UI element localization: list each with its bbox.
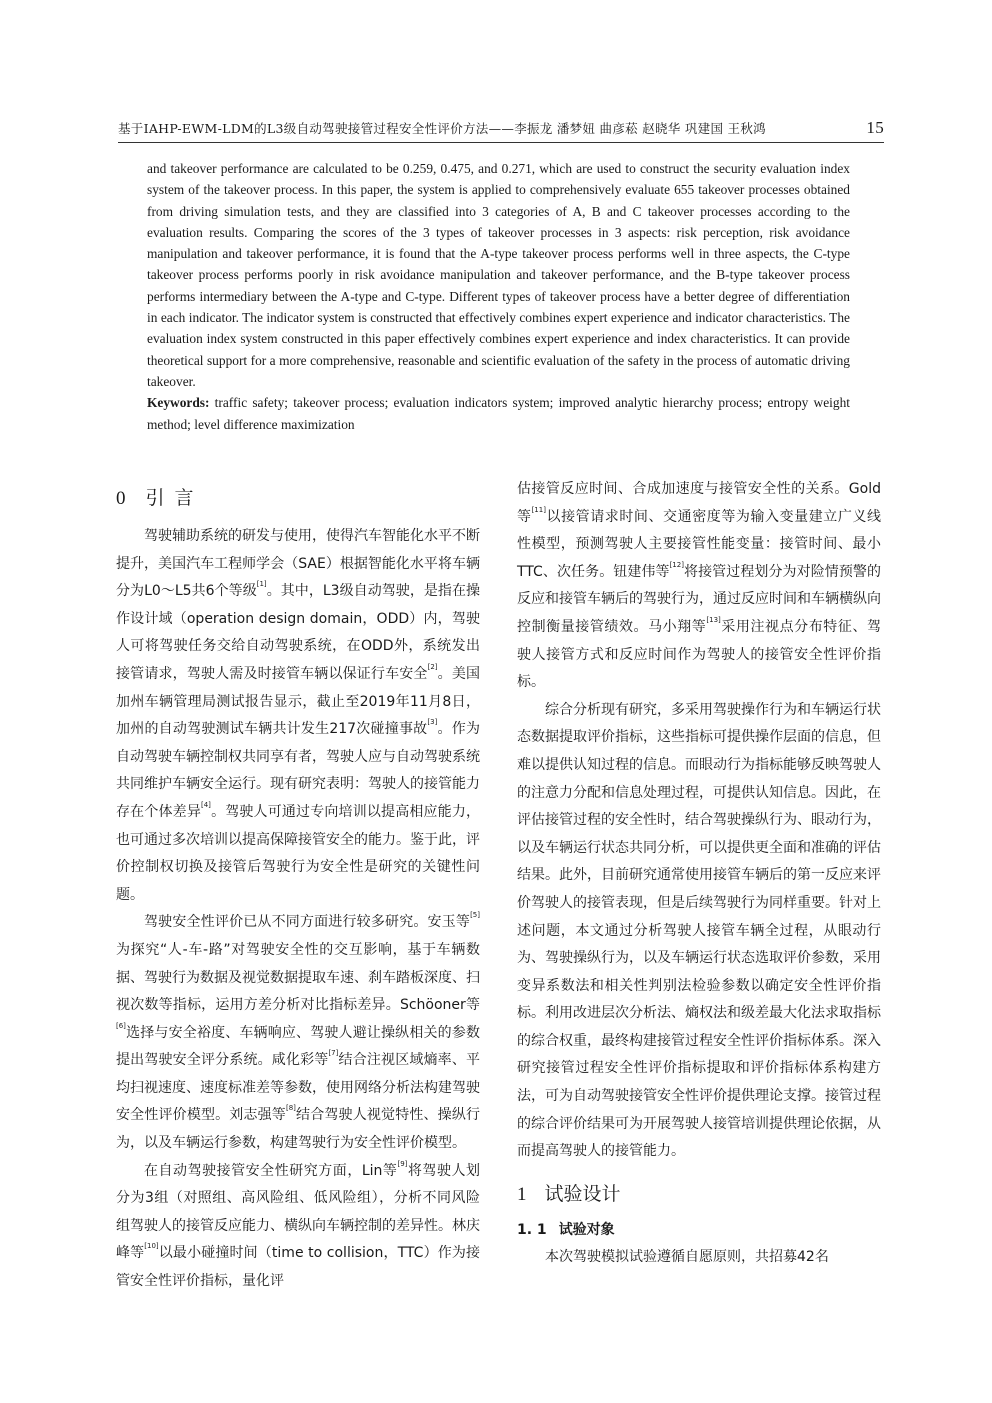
abstract-body: and takeover performance are calculated to be 0.259, 0.475, and 0.271, which are used to construct the security evaluation index system of the takeover process. In this paper, the system is applied to comprehensively evaluate 655 takeover processes obtained from driving simulation tests, and they are classified into 3 categories of A, B and C takeover processes according to the evaluation results. Comparing the scores of the 3 types of takeover processes in 3 aspects: risk perception, risk avoidance manipulation and takeover performance, it is found that the A-type takeover process performs well in three aspects, the C-type takeover process performs poorly in risk avoidance manipulation and takeover performance, and the B-type takeover process performs intermediary between the A-type and C-type. Different types of takeover process have a better degree of differentiation in each indicator. The indicator system is constructed that effectively combines expert experience and indicator characteristics. The evaluation index system constructed in this paper effectively combines expert experience and index characteristics. It can provide theoretical support for a more comprehensive, reasonable and scientific evaluation of the safety in the process of automatic driving takeover. — [147, 161, 850, 389]
citation: [2] — [427, 662, 438, 671]
citation: [13] — [706, 615, 721, 624]
keywords-label: Keywords: — [147, 395, 210, 411]
running-title: 基于IAHP-EWM-LDM的L3级自动驾驶接管过程安全性评价方法——李振龙 潘梦妞 曲彦菘 赵晓华 巩建国 王秋鸿 — [118, 121, 766, 136]
section-title: 引 言 — [145, 487, 196, 509]
citation: [10] — [144, 1242, 159, 1251]
citation: [12] — [669, 560, 684, 569]
paragraph: 估接管反应时间、合成加速度与接管安全性的关系。Gold等[11]以接管请求时间、交通密度等为输入变量建立广义线性模型，预测驾驶人主要接管性能变量：接管时间、最小TTC、次任务。钮建伟等[12]将接管过程划分为对险情预警的反应和接管车辆后的驾驶行为，通过反应时间和车辆横纵向控制衡量接管绩效。马小翔等[13]采用注视点分布特征、驾驶人接管方式和反应时间作为驾驶人的接管安全性评价指标。 — [517, 481, 882, 691]
citation: [8] — [285, 1104, 296, 1113]
paragraph: 综合分析现有研究，多采用驾驶操作行为和车辆运行状态数据提取评价指标，这些指标可提供操作层面的信息，但难以提供认知过程的信息。而眼动行为指标能够反映驾驶人的注意力分配和信息处理过程，可提供认知信息。因此，在评估接管过程的安全性时，结合驾驶操纵行为、眼动行为，以及车辆运行状态共同分析，可以提供更全面和准确的评估结果。此外，目前研究通常使用接管车辆后的第一反应来评价驾驶人的接管表现，但是后续驾驶行为同样重要。针对上述问题，本文通过分析驾驶人接管车辆全过程，从眼动行为、驾驶操纵行为，以及车辆运行状态选取评价参数，采用变异系数法和相关性判别法检验参数以确定安全性评价指标。利用改进层次分析法、熵权法和级差最大化法求取指标的综合权重，最终构建接管过程安全性评价指标体系。深入研究接管过程安全性评价指标提取和评价指标体系构建方法，可为自动驾驶接管安全性评价提供理论支撑。接管过程的综合评价结果可为开展驾驶人接管培训提供理论依据，从而提高驾驶人的接管能力。 — [517, 701, 881, 1160]
paragraph: 驾驶辅助系统的研发与使用，使得汽车智能化水平不断提升，美国汽车工程师学会（SAE）根据智能化水平将车辆分为L0～L5共6个等级[1]。其中，L3级自动驾驶，是指在操作设计域（operation design domain，ODD）内，驾驶人可将驾驶任务交给自动驾驶系统，在ODD外，系统发出接管请求，驾驶人需及时接管车辆以保证行车安全[2]。美国加州车辆管理局测试报告显示，截止至2019年11月8日，加州的自动驾驶测试车辆共计发生217次碰撞事故[3]。作为自动驾驶车辆控制权共同享有者，驾驶人应与自动驾驶系统共同维护车辆安全运行。现有研究表明：驾驶人的接管能力存在个体差异[4]。驾驶人可通过专向培训以提高相应能力，也可通过多次培训以提高保障接管安全的能力。鉴于此，评价控制权切换及接管后驾驶行为安全性是研究的关键性问题。 — [116, 528, 481, 903]
paragraph: 驾驶安全性评价已从不同方面进行较多研究。安玉等[5]为探究“人-车-路”对驾驶安全性的交互影响，基于车辆数据、驾驶行为数据及视觉数据提取车速、刹车踏板深度、扫视次数等指标，运用方差分析对比指标差异。Schöoner等[6]选择与安全裕度、车辆响应、驾驶人避让操纵相关的参数提出驾驶安全评分系统。咸化彩等[7]结合注视区域熵率、平均扫视速度、速度标准差等参数，使用网络分析法构建驾驶安全性评价模型。刘志强等[8]结合驾驶人视觉特性、操纵行为，以及车辆运行参数，构建驾驶行为安全性评价模型。 — [116, 911, 481, 1152]
section-number: 0 — [116, 488, 128, 509]
citation: [7] — [328, 1049, 339, 1058]
section-heading-0 — [116, 476, 480, 521]
section-number: 1 — [517, 1183, 527, 1205]
citation: [3] — [427, 718, 438, 727]
abstract-block — [147, 158, 850, 435]
paragraph: 在自动驾驶接管安全性研究方面，Lin等[9]将驾驶人划分为3组（对照组、高风险组、低风险组），分析不同风险组驾驶人的接管反应能力、横纵向车辆控制的差异性。林庆峰等[10]以最小碰撞时间（time to collision，TTC）作为接管安全性评价指标，量化评 — [116, 1159, 481, 1290]
page-number: 15 — [866, 118, 884, 137]
subsection-number: 1. 1 — [517, 1221, 547, 1238]
section-title: 试验设计 — [544, 1182, 621, 1205]
citation: [1] — [256, 580, 267, 589]
paragraph: 本次驾驶模拟试验遵循自愿原则，共招募42名 — [545, 1249, 829, 1266]
section-heading-1 — [517, 1172, 881, 1217]
keywords-line — [147, 392, 850, 435]
left-column — [116, 476, 480, 1296]
citation: [9] — [397, 1159, 408, 1168]
citation: [5] — [470, 911, 480, 920]
citation: [4] — [200, 800, 211, 809]
subsection-heading-1-1 — [517, 1217, 881, 1245]
citation: [11] — [531, 505, 546, 514]
subsection-title: 试验对象 — [558, 1221, 615, 1238]
right-column — [517, 476, 881, 1272]
citation: [6] — [116, 1021, 126, 1030]
running-header — [118, 118, 884, 143]
keywords-text: traffic safety; takeover process; evaluation indicators system; improved analytic hierarchy process; entropy weight method; level difference maximization — [147, 395, 850, 432]
